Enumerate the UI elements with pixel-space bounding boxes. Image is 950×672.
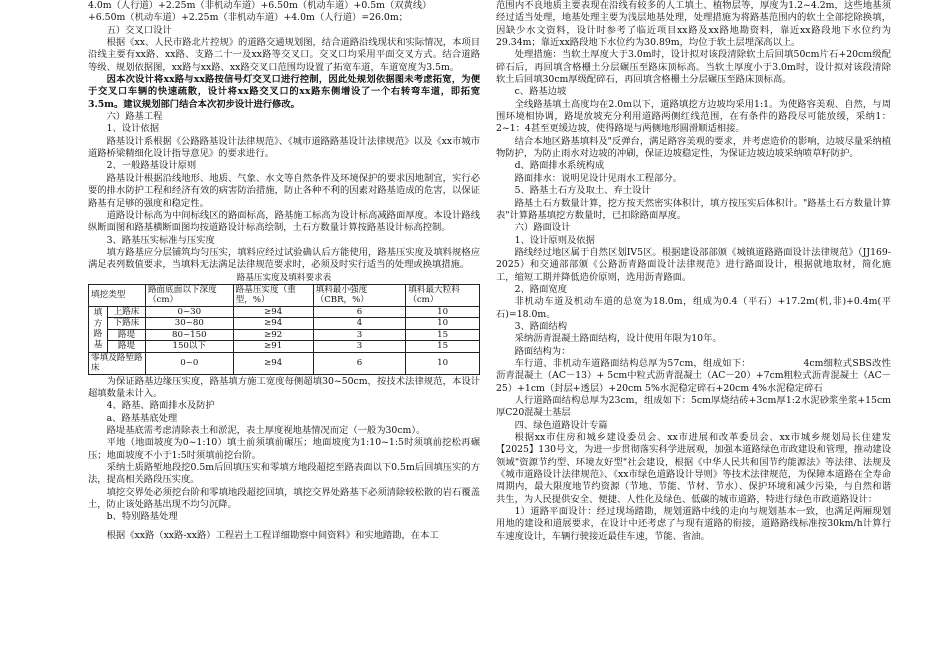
table-header-cell: 填料最小强度（CBR，%） xyxy=(313,284,406,306)
table-group-cell: 填方路基 xyxy=(89,306,108,352)
paragraph: 5、路基土石方及取土、弃土设计 xyxy=(514,185,651,197)
table-cell: ≥94 xyxy=(233,318,313,330)
table-cell: 零填及路堑路床 xyxy=(89,352,146,374)
paragraph: 路堤基底需考虑清除表土和淤泥，表土厚度视地基情况而定（一般为30cm）。 xyxy=(106,424,426,436)
table-cell: 3 xyxy=(313,329,406,341)
paragraph: 1、设计原则及依据 xyxy=(514,234,595,246)
table-cell: 4 xyxy=(313,318,406,330)
table-cell: 路堤 xyxy=(108,329,146,341)
left-paragraphs-after xyxy=(88,376,480,542)
table-cell: 0~0 xyxy=(145,352,233,374)
paragraph: 1、设计依据 xyxy=(106,123,159,135)
table-cell: 6 xyxy=(313,352,406,374)
table-header-cell: 路面底面以下深度（cm） xyxy=(145,284,233,306)
paragraph: +6.50m（机动车道）+2.25m（非机动车道）+4.0m（人行道）=26.0m； xyxy=(88,12,408,24)
left-column xyxy=(88,0,480,672)
paragraph: 因本次设计将xx路与xx路按信号灯交叉口进行控制，因此处规划依据图未考虑拓宽，为便于交叉口车辆的快速疏散，设计将xx路交叉口的xx路东侧增设了一个右转弯车道，即拓宽3.5m。建议规划部门结合本次初步设计进行修改。 xyxy=(88,74,480,110)
table-cell: 30~80 xyxy=(145,318,233,330)
table-row xyxy=(89,352,480,374)
paragraph: 人行道路面结构总厚为23cm，组成如下：5cm厚烧结砖+3cm厚1:2水泥砂浆坐浆+15cm厚C20混凝土基层 xyxy=(496,395,891,419)
paragraph: 2、路面宽度 xyxy=(514,283,567,295)
table-row xyxy=(89,329,480,341)
table-cell: 15 xyxy=(406,341,480,353)
right-paragraphs xyxy=(496,0,891,543)
paragraph: 道路设计标高为中间标线区的路面标高，路基施工标高为设计标高减路面厚度。本设计路线纵断面图和路基横断面图均按道路设计标高绘制，土石方数量计算按路基设计标高控制。 xyxy=(88,209,480,234)
left-paragraphs xyxy=(88,0,480,272)
table-caption: 路基压实度及填料要求表 xyxy=(236,272,332,283)
paragraph: 路基设计系根据《公路路基设计法律规范》、《城市道路路基设计法律规范》以及《xx市城市道路桥梁精细化设计指导意见》的要求进行。 xyxy=(88,135,480,160)
table-cell: 10 xyxy=(406,306,480,318)
table-body xyxy=(89,306,480,374)
paragraph: 采纳土质路堑地段挖0.5m后回填压实和零填方地段超挖至路表面以下0.5m后回填压实的方法，提高相关路段压实度。 xyxy=(88,461,480,486)
paragraph: 填方路基应分层铺筑均匀压实，填料应经过试验确认后方能使用，路基压实度及填料规格应满足表列数值要求，当填料无法满足法律规范要求时，必须及时实行适当的处理或换填措施。 xyxy=(88,246,480,271)
paragraph: c、路基边坡 xyxy=(514,86,567,98)
table-header-cell: 路基压实度（重型，%） xyxy=(233,284,313,306)
table-cell: ≥92 xyxy=(233,329,313,341)
table-row xyxy=(89,341,480,353)
paragraph: a、路基基底处理 xyxy=(106,412,178,424)
paragraph: 非机动车道及机动车道的总宽为18.0m，组成为0.4（平石）+17.2m(机,非)+0.4m(平石)=18.0m。 xyxy=(496,296,891,320)
compaction-table xyxy=(88,284,480,375)
table-cell: 10 xyxy=(406,352,480,374)
paragraph: 路基设计根据沿线地形、地质、气象、水文等自然条件及环境保护的要求因地制宜，实行必要的排水防护工程和经济有效的病害防治措施，防止各种不利的因素对路基造成的危害，以保证路基有足够的强度和稳定性。 xyxy=(88,172,480,209)
table-row xyxy=(89,306,480,318)
table-cell: 上路床 xyxy=(108,306,146,318)
table-cell: 150以下 xyxy=(145,341,233,353)
paragraph: 六）路基工程 xyxy=(106,111,163,123)
paragraph: 1）道路平面设计：经过现场踏勘，规划道路中线的走向与规划基本一致，也满足两厢现划用地的建设和道展要求，在设计中还考虑了与现有道路的衔接，道路路线标准按30km/h计算行车速度设计，车辆行驶接近最佳车速，节能、省油。 xyxy=(496,506,891,542)
paragraph: 根据《xx、人民市路北片控规》的道路交通规划图，结合道路沿线现状和实际情况，本项目沿线主要有xx路、xx路、支路二十一及xx路等交叉口。交叉口均采用平面交叉方式。结合道路等级、规划依据图，xx路与xx路、xx路交叉口范围均设置了拓宽车道，车道宽度为3.5m。 xyxy=(88,37,480,73)
paragraph: 五）交叉口设计 xyxy=(106,24,172,36)
table-cell: 3 xyxy=(313,341,406,353)
paragraph: 4、路基、路面排水及防护 xyxy=(106,400,215,412)
table-header-cell: 填料最大粒料（cm） xyxy=(406,284,480,306)
table-cell: 80~150 xyxy=(145,329,233,341)
paragraph: 采纳沥青混凝土路面结构，设计使用年限为10年。 xyxy=(514,333,722,345)
paragraph: 路基土石方数量计算，挖方按天然密实体积计，填方按压实后体积计。"路基土石方数量计算表"计算路基填挖方数量时，已扣除路面厚度。 xyxy=(496,197,891,221)
table-cell: ≥94 xyxy=(233,306,313,318)
paragraph: 路面排水：说明见设计见雨水工程部分。 xyxy=(514,172,682,184)
paragraph: 六）路面设计 xyxy=(514,222,571,234)
table-cell: ≥94 xyxy=(233,352,313,374)
paragraph: 4.0m（人行道）+2.25m（非机动车道）+6.50m（机动车道）+0.5m（双黄线） xyxy=(88,0,432,11)
paragraph: 路线经过地区属于自然区划IV5区。根据建设部部颁《城镇道路路面设计法律规范》（JJ169-2025）和交通部部颁《公路沥青路面设计法律规范》进行路面设计，根据就地取材，简化施工，缩短工期并降低造价原则，选用沥青路面。 xyxy=(496,246,891,283)
table-header-row xyxy=(89,284,480,306)
paragraph: 2、一般路基设计原则 xyxy=(106,160,197,172)
paragraph: 根据xx市住房和城乡建设委员会、xx市进展和改革委员会、xx市城乡规划局长住建发【2025】130号文，为进一步贯彻落实科学进展观，加强本道路绿色市政建设和管理，推动建设领域"资源节约型、环境友好型"社会建设，根据《中华人民共和国节约能源法》等法律、法规及《城市道路设计法律规范》、《xx市绿色道路设计导则》等技术法律规范，为保障本道路在全寿命周期内，最大限度地节约资源（节地、节能、节材、节水）、保护环境和减少污染，与自然和谐共生，为人民提供安全、便捷、人性化及绿色、低碳的城市道路，特进行绿色市政道路设计： xyxy=(496,432,891,505)
table-cell: 6 xyxy=(313,306,406,318)
table-cell: 10 xyxy=(406,318,480,330)
table-row xyxy=(89,318,480,330)
paragraph: 为保证路基边缘压实度，路基填方施工宽度每侧超填30~50cm，按技术法律规范，本设计超填数量未计入。 xyxy=(88,375,480,399)
paragraph: 3、路基压实标准与压实度 xyxy=(106,234,215,246)
table-cell: ≥91 xyxy=(233,341,313,353)
table-cell: 15 xyxy=(406,329,480,341)
paragraph: 车行道、非机动车道路面结构总厚为57cm，组成如下： 4cm细粒式SBS改性沥青混凝土（AC－13）+ 5cm中粒式沥青混凝土（AC－20）+7cm粗粒式沥青混凝土（AC－25）+1cm（封层+透层）+20cm 5%水泥稳定碎石+20cm 4%水泥稳定碎石 xyxy=(496,357,891,394)
paragraph: 处理措施：当软土厚度大于3.0m时，设计拟对该段清除软土后回填50cm片石+20cm级配碎石后，再回填含格栅土分层碾压至路床顶标高。当软土厚度小于3.0m时，设计拟对该段清除软土后回填30cm厚级配碎石，再回填含格栅土分层碾压至路床顶标高。 xyxy=(496,49,891,86)
paragraph: 3、路面结构 xyxy=(514,320,567,332)
right-column xyxy=(496,0,891,672)
table-cell: 0~30 xyxy=(145,306,233,318)
table-header-cell: 填挖类型 xyxy=(89,284,146,306)
paragraph: b、特别路基处理 xyxy=(106,511,178,523)
paragraph: 全线路基填土高度均在2.0m以下，道路填挖方边坡均采用1:1。为使路容美观、自然，与周围环境相协调，路堤放坡充分利用道路两侧红线范围，在有条件的路段尽可能放缓，采纳1：2~1：4甚至更缓边坡，使得路堤与两侧地形圆滑顺适相接。 xyxy=(496,98,891,135)
paragraph: 根据《xx路（xx路-xx路）工程岩土工程详细勘察中间资料》和实地踏勘，在本工 xyxy=(106,529,439,541)
table-cell: 路堤 xyxy=(108,341,146,353)
paragraph: d、路面排水系统构成 xyxy=(514,160,605,172)
paragraph: 路面结构为： xyxy=(514,345,571,357)
paragraph: 四、绿色道路设计专篇 xyxy=(514,419,608,431)
table-cell: 下路床 xyxy=(108,318,146,330)
paragraph: 结合本地区路基填料及"反弹台，满足路容美观的要求，并考虑造价的影响，边坡尽量采纳植物防护，为防止雨水对边坡的冲刷，保证边坡稳定性，为保证边坡边坡采纳喷草籽防护。 xyxy=(496,135,891,160)
paragraph: 范围内不良地质主要表现在沿线有较多的人工填土、植物层等，厚度为1.2~4.2m，这些地基须经过适当处理，地基处理主要为浅层地基处理，处理措施为将路基范围内的软土全部挖除换填，因缺少水文资料，设计时参考了临近项目xx路及xx路地勘资料，靠近xx路段地下水位约为29.34m；靠近xx路段地下水位约为30.89m，均位于软土层埋深高以上。 xyxy=(496,0,891,49)
paragraph: 填挖交界处必须挖台阶和零填地段超挖回填，填挖交界处路基下必须清除较松散的岩石覆盖土，防止该处路基出现不均匀沉降。 xyxy=(88,486,480,510)
paragraph: 平地（地面坡度为0~1:10）填土前须填前碾压；地面坡度为1:10~1:5时须填前挖松再碾压；地面坡度不小于1:5时须填前挖台阶。 xyxy=(88,437,480,461)
